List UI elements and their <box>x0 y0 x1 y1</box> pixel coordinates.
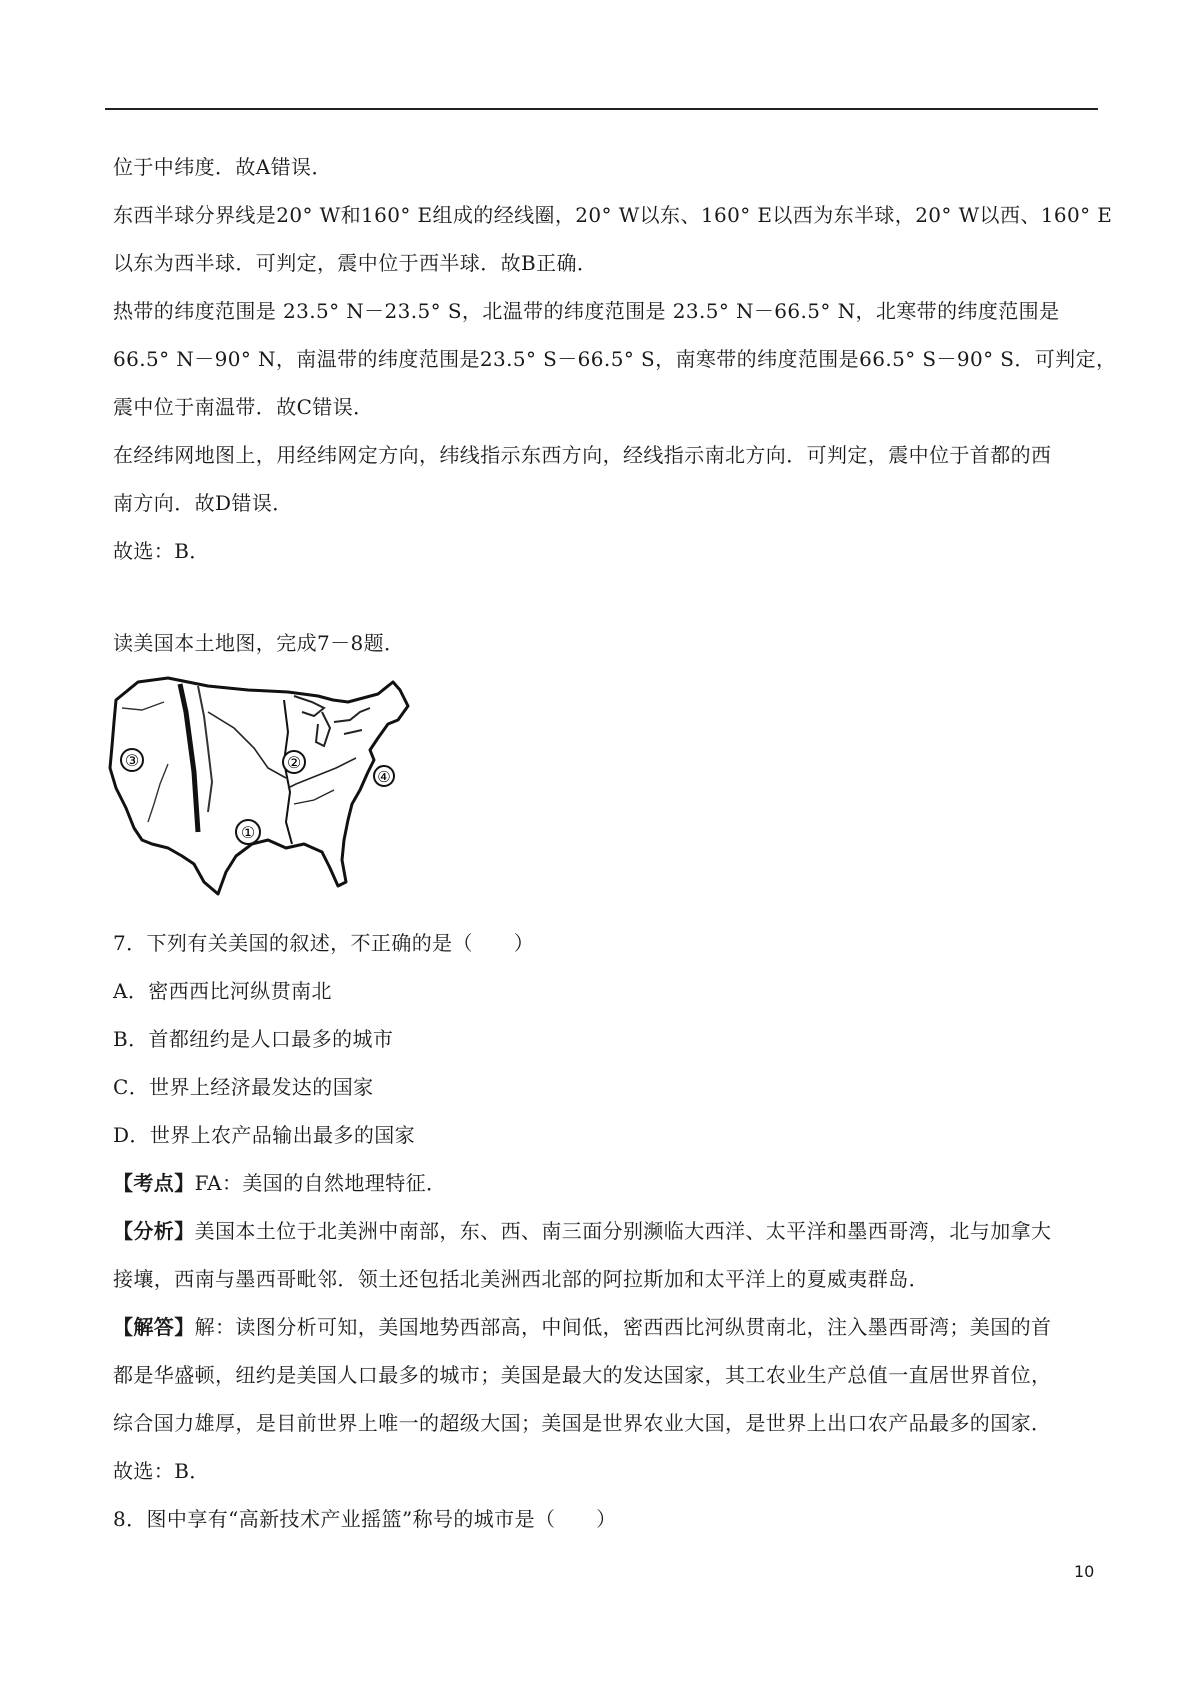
great-lakes <box>294 696 370 746</box>
explanation-line-2: 东西半球分界线是20° W和160° E组成的经线圈，20° W以东、160° E以西为东半球，20° W以西、160° E <box>113 203 1113 227</box>
explanation-line-4: 热带的纬度范围是 23.5° N－23.5° S，北温带的纬度范围是 23.5° N－66.5° N，北寒带的纬度范围是 <box>113 299 1060 323</box>
q7-jieda-3: 综合国力雄厚，是目前世界上唯一的超级大国；美国是世界农业大国，是世界上出口农产品最多的国家． <box>113 1411 1052 1435</box>
q7-jieda-1 <box>113 1314 1051 1340</box>
jieda-text-1: 解：读图分析可知，美国地势西部高，中间低，密西西比河纵贯南北，注入墨西哥湾；美国的首 <box>194 1315 1052 1339</box>
kaodian-text: FA：美国的自然地理特征． <box>194 1171 447 1195</box>
explanation-answer: 故选：B． <box>113 539 210 563</box>
columbia-river <box>122 702 164 710</box>
page-number: 10 <box>1074 1562 1095 1581</box>
q7-answer: 故选：B． <box>113 1459 210 1483</box>
q7-jieda-2: 都是华盛顿，纽约是美国人口最多的城市；美国是最大的发达国家，其工农业生产总值一直居世界首位， <box>113 1363 1052 1387</box>
explanation-line-3: 以东为西半球．可判定，震中位于西半球．故B正确． <box>113 251 598 275</box>
q7-fenxi-1 <box>113 1218 1051 1244</box>
fenxi-tag: 【分析】 <box>113 1219 195 1243</box>
q7-kaodian <box>113 1170 446 1196</box>
explanation-line-6: 震中位于南温带．故C错误． <box>113 395 374 419</box>
explanation-line-5: 66.5° N－90° N，南温带的纬度范围是23.5° S－66.5° S，南寒带的纬度范围是66.5° S－90° S．可判定， <box>113 347 1117 371</box>
jieda-tag: 【解答】 <box>113 1315 195 1339</box>
q7-option-c: C．世界上经济最发达的国家 <box>113 1075 374 1099</box>
kaodian-tag: 【考点】 <box>113 1171 195 1195</box>
q7-option-d: D．世界上农产品输出最多的国家 <box>113 1123 416 1147</box>
city-label-1: ① <box>240 823 256 842</box>
explanation-line-8: 南方向．故D错误． <box>113 491 293 515</box>
q7-option-b: B．首都纽约是人口最多的城市 <box>113 1027 394 1051</box>
city-label-3: ③ <box>124 751 140 770</box>
colorado-river <box>148 764 168 822</box>
rocky-mountains <box>180 684 198 832</box>
q7-option-a: A．密西西比河纵贯南北 <box>113 979 332 1003</box>
q7-fenxi-2: 接壤，西南与墨西哥毗邻．领土还包括北美洲西北部的阿拉斯加和太平洋上的夏威夷群岛． <box>113 1267 929 1291</box>
explanation-line-7: 在经纬网地图上，用经纬网定方向，纬线指示东西方向，经线指示南北方向．可判定，震中位于首都的西 <box>113 443 1052 467</box>
fenxi-text-1: 美国本土位于北美洲中南部，东、西、南三面分别濒临大西洋、太平洋和墨西哥湾，北与加拿大 <box>194 1219 1052 1243</box>
section-intro: 读美国本土地图，完成7－8题． <box>113 631 405 655</box>
usa-map <box>108 672 424 902</box>
rocky-mountains-inner <box>198 686 212 812</box>
header-rule <box>105 108 1098 110</box>
city-label-4: ④ <box>377 768 391 786</box>
city-label-2: ② <box>286 753 302 772</box>
missouri-river <box>208 712 286 778</box>
q8-stem: 8．图中享有“高新技术产业摇篮”称号的城市是（ ） <box>113 1507 617 1531</box>
tennessee-river <box>294 790 334 804</box>
explanation-line-1: 位于中纬度．故A错误． <box>113 155 332 179</box>
q7-stem: 7．下列有关美国的叙述，不正确的是（ ） <box>113 931 535 955</box>
